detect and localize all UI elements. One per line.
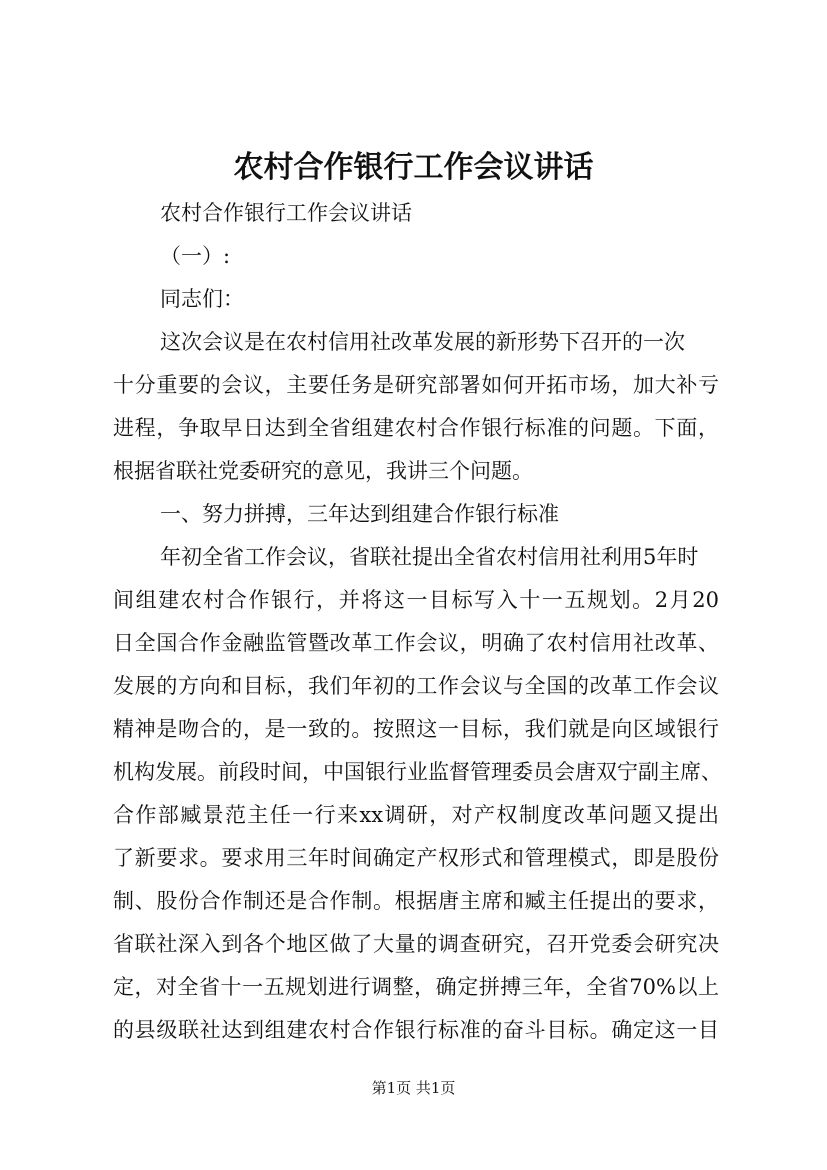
paragraph-line: 间组建农村合作银行，并将这一目标写入十一五规划。2月20 (113, 588, 719, 612)
greeting: 同志们： (160, 287, 244, 311)
paragraph-line: 十分重要的会议，主要任务是研究部署如何开拓市场，加大补亏 (113, 373, 719, 397)
paragraph-line: 这次会议是在农村信用社改革发展的新形势下召开的一次 (160, 330, 685, 354)
paragraph-line: 发展的方向和目标，我们年初的工作会议与全国的改革工作会议 (113, 674, 719, 698)
paragraph-line: 了新要求。要求用三年时间确定产权形式和管理模式，即是股份 (113, 846, 719, 870)
page-number-footer: 第1页 共1页 (371, 1079, 456, 1097)
paragraph-line: 制、股份合作制还是合作制。根据唐主席和臧主任提出的要求， (113, 889, 719, 913)
paragraph-line: 日全国合作金融监管暨改革工作会议，明确了农村信用社改革、 (113, 631, 719, 655)
section-heading: 一、努力拼搏，三年达到组建合作银行标准 (160, 502, 559, 526)
subtitle-line: 农村合作银行工作会议讲话 (160, 201, 412, 225)
paragraph-line: 进程，争取早日达到全省组建农村合作银行标准的问题。下面， (113, 416, 719, 440)
paragraph-line: 精神是吻合的，是一致的。按照这一目标，我们就是向区域银行 (113, 717, 719, 741)
paragraph-line: 的县级联社达到组建农村合作银行标准的奋斗目标。确定这一目 (113, 1018, 719, 1042)
paragraph-line: 合作部臧景范主任一行来xx调研，对产权制度改革问题又提出 (113, 803, 719, 827)
document-title: 农村合作银行工作会议讲话 (233, 150, 594, 185)
paragraph-line: 省联社深入到各个地区做了大量的调查研究，召开党委会研究决 (113, 932, 719, 956)
paragraph-line: 机构发展。前段时间，中国银行业监督管理委员会唐双宁副主席、 (113, 760, 722, 784)
section-marker: （一）: (160, 244, 231, 268)
paragraph-line: 年初全省工作会议，省联社提出全省农村信用社利用5年时 (160, 545, 699, 569)
paragraph-line: 定，对全省十一五规划进行调整，确定拼搏三年，全省70%以上 (113, 975, 719, 999)
paragraph-line: 根据省联社党委研究的意见，我讲三个问题。 (113, 459, 533, 483)
